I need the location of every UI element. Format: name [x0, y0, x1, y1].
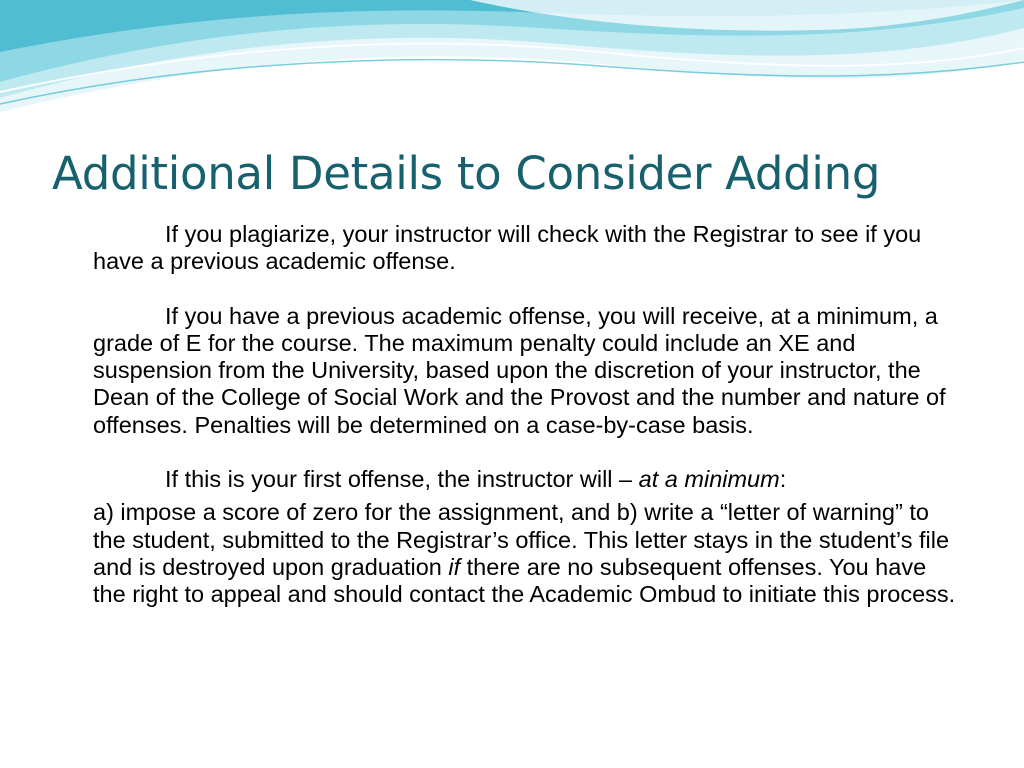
penalties-emphasis-if: if — [448, 553, 461, 580]
paragraph-registrar-check: If you plagiarize, your instructor will check with the Registrar to see if you have a previous academic offense. — [93, 221, 922, 275]
first-offense-text: If this is your first offense, the instructor will – — [165, 466, 639, 493]
first-offense-emphasis: at a minimum — [638, 466, 780, 493]
slide-body — [93, 221, 965, 609]
slide-title: Additional Details to Consider Adding — [52, 147, 881, 200]
paragraph-previous-offense: If you have a previous academic offense, you will receive, at a minimum, a grade of E for the course. The maximum penalty could include an XE and suspension from the University, based upon the discretion of your instructor, the Dean of the College of Social Work and the Provost and the number and nature of offenses. Penalties will be determined on a case-by-case basis. — [93, 302, 946, 438]
paragraph-first-offense — [93, 466, 965, 493]
penalties-text-end: there are no subsequent offenses. You have the right to appeal and should contact the Academic Ombud to initiate this process. — [93, 553, 956, 608]
first-offense-colon: : — [779, 466, 787, 493]
decorative-wave-header — [0, 0, 1024, 130]
penalties-text-start: a) impose a score of zero for the assignment, and b) write a “letter of warning” to the student, submitted to the Registrar’s office. This letter stays in the student’s file and is destroyed upon graduation — [93, 499, 950, 580]
paragraph-penalties-list — [93, 499, 965, 608]
